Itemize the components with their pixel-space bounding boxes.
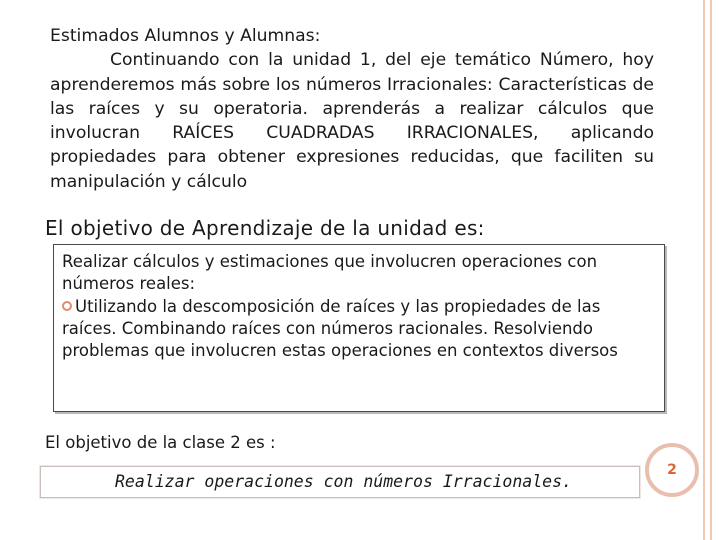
ring-bullet-icon	[62, 301, 72, 311]
intro-paragraph	[50, 24, 654, 194]
class-objective-heading: El objetivo de la clase 2 es :	[45, 433, 276, 452]
page-number: 2	[667, 462, 677, 478]
page-number-badge	[645, 443, 699, 497]
unit-objective-box	[53, 244, 665, 412]
unit-objective-heading: El objetivo de Aprendizaje de la unidad es:	[45, 216, 485, 240]
decorative-line-right	[710, 0, 712, 540]
intro-body-text: Continuando con la unidad 1, del eje temático Número, hoy aprenderemos más sobre los números Irracionales: Características de las raíces y su operatoria. aprenderás a realizar cálculos que involucran RAÍCES CUADRADAS IRRACIONALES, aplicando propiedades para obtener expresiones reducidas, que faciliten su manipulación y cálculo	[50, 50, 654, 192]
decorative-line-left	[703, 0, 705, 540]
unit-objective-bullet-text: Utilizando la descomposición de raíces y las propiedades de las raíces. Combinando raíces con números racionales. Resolviendo problemas que involucren estas operaciones en contextos diversos	[62, 296, 618, 361]
class-objective-text: Realizar operaciones con números Irracionales.	[115, 472, 572, 491]
unit-objective-line: Realizar cálculos y estimaciones que involucren operaciones con números reales:	[62, 252, 598, 294]
greeting-text: Estimados Alumnos y Alumnas:	[50, 26, 321, 46]
class-objective-box	[40, 466, 640, 498]
unit-objective-text	[62, 251, 658, 362]
